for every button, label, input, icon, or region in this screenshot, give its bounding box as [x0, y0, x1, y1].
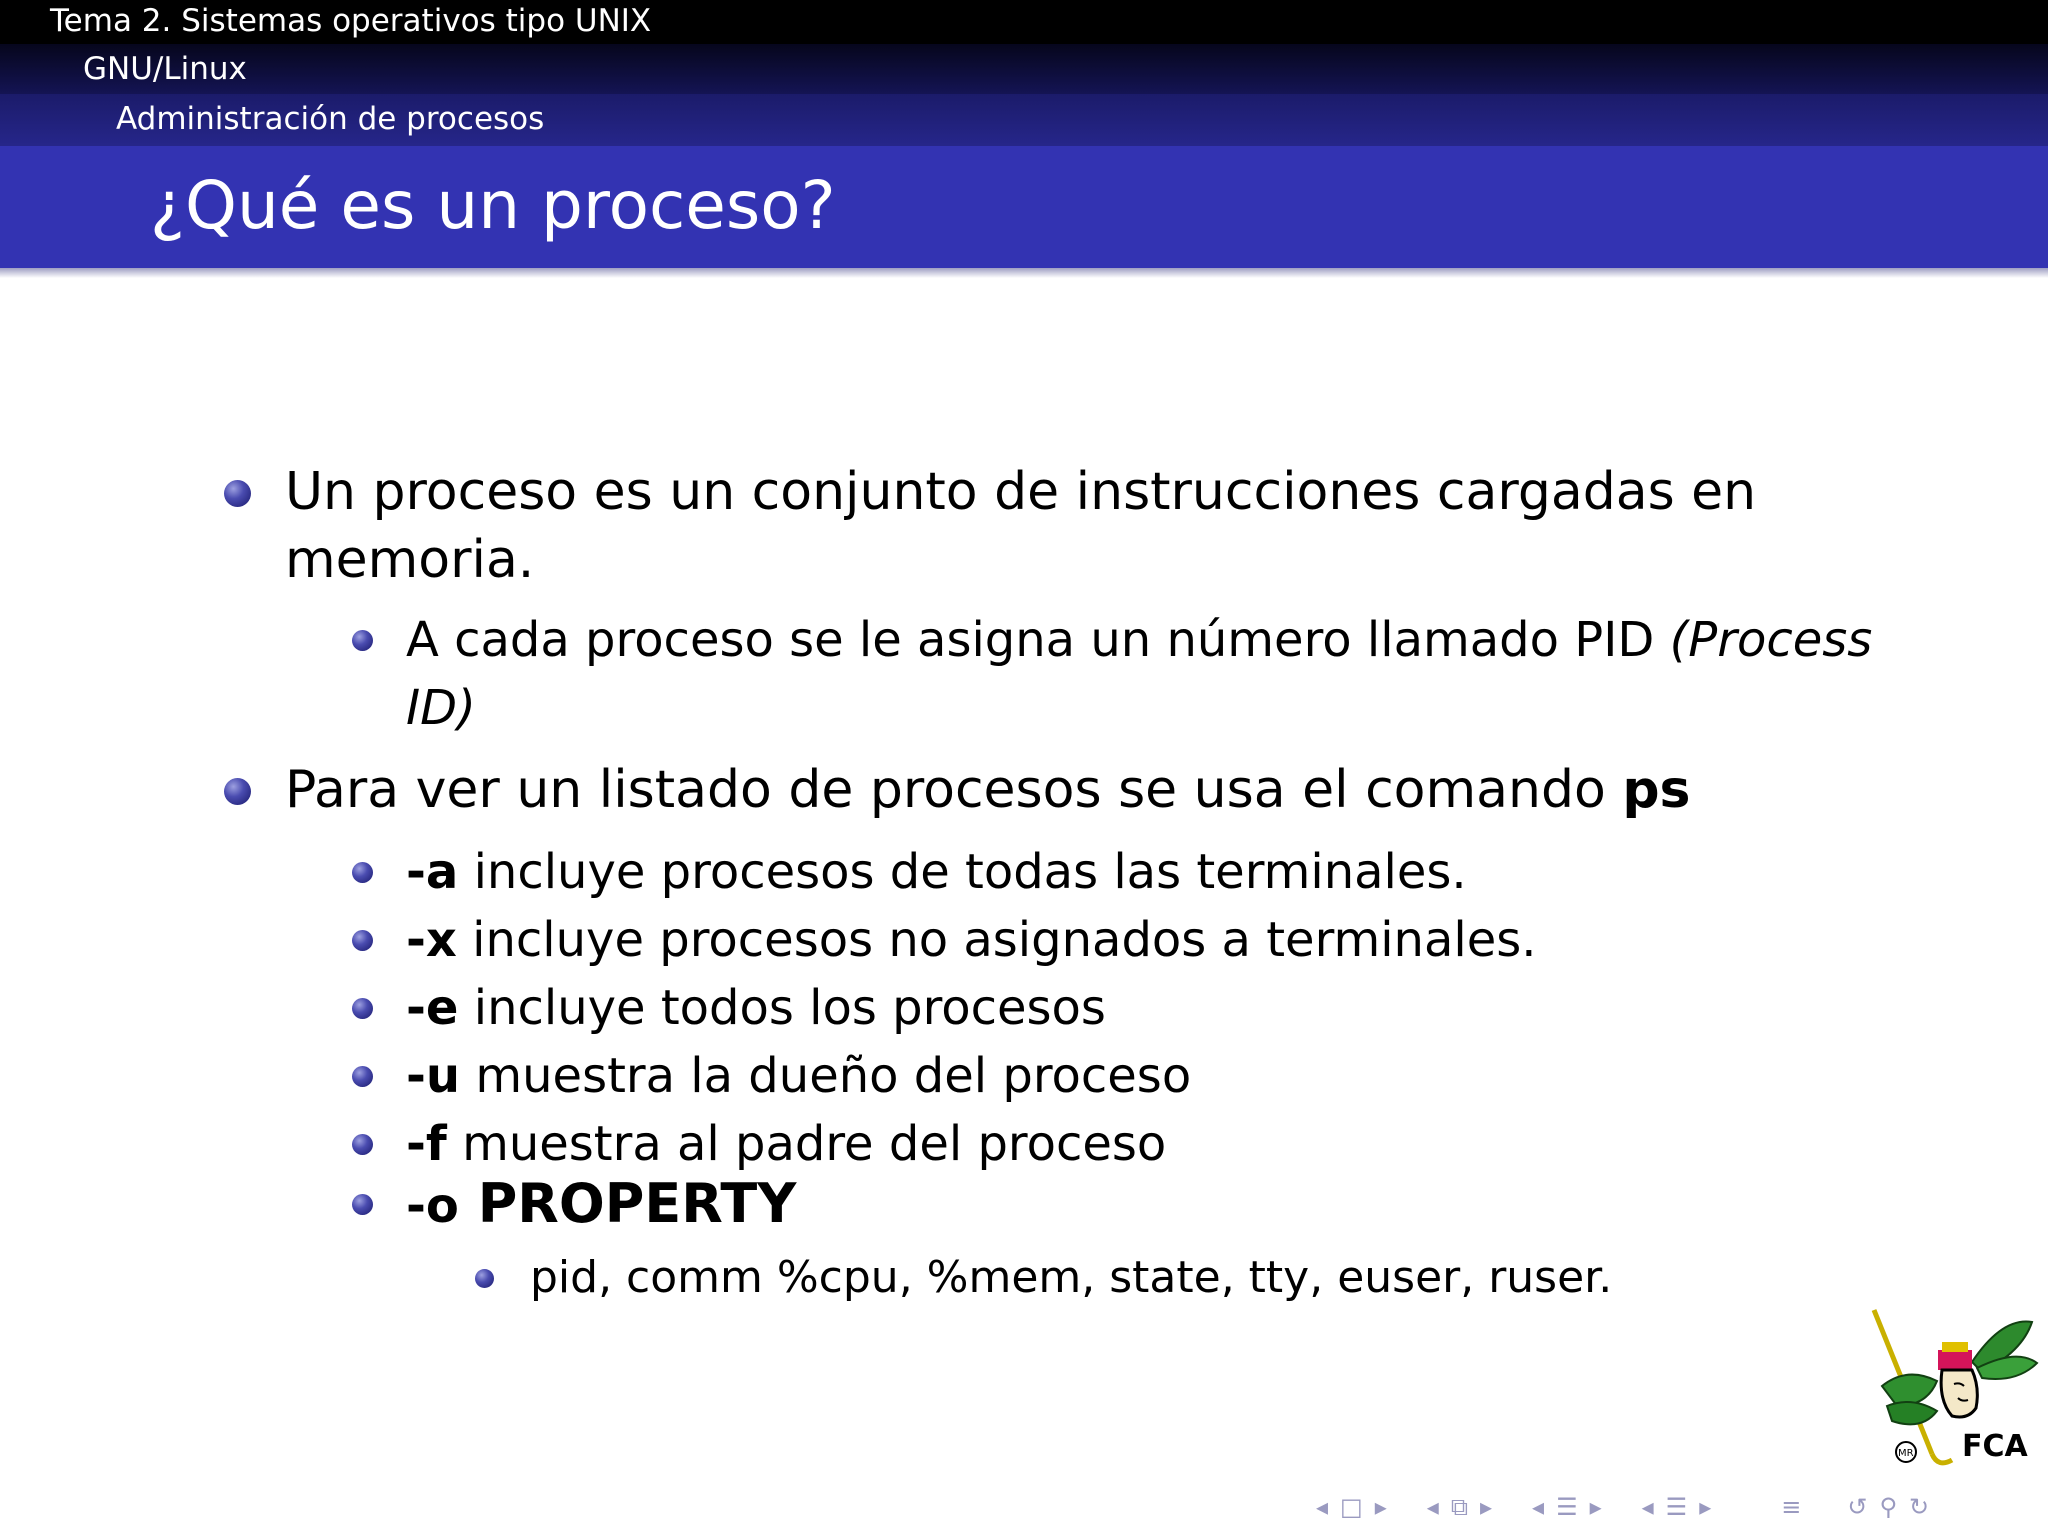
nav-section-group[interactable] — [1526, 1493, 1608, 1521]
bullet-italic-text: (Process ID) — [406, 612, 1873, 736]
bullet-icon — [352, 630, 373, 651]
nav-subsection-icon[interactable]: ⧉ — [1450, 1493, 1468, 1521]
arrow-left-icon[interactable]: ◂ — [1641, 1493, 1654, 1521]
bullet-text: Un proceso es un conjunto de instrucciones cargadas en memoria. — [285, 462, 1757, 590]
bullet-icon — [352, 1194, 373, 1215]
fca-logo-icon — [1862, 1306, 2042, 1476]
option-desc: incluye procesos no asignados a terminales. — [456, 912, 1537, 968]
nav-back-icon[interactable]: ↺ — [1847, 1493, 1868, 1521]
arrow-right-icon[interactable]: ▸ — [1589, 1493, 1602, 1521]
option-flag: -a — [406, 844, 459, 900]
option-flag: -x — [406, 912, 457, 968]
fca-logo — [1862, 1306, 2042, 1476]
bullet-icon — [352, 1066, 373, 1087]
bullet-text: A cada proceso se le asigna un número llamado PID — [406, 612, 1670, 668]
arrow-left-icon[interactable]: ◂ — [1426, 1493, 1439, 1521]
arrow-left-icon[interactable]: ◂ — [1316, 1493, 1329, 1521]
bullet-icon — [352, 862, 373, 883]
logo-mark-text: MR — [1898, 1448, 1914, 1459]
option-item — [406, 838, 1916, 906]
header-subsubsection[interactable]: Administración de procesos — [0, 94, 2048, 146]
navigation-bar — [1310, 1490, 1935, 1524]
option-flag: -u — [406, 1048, 461, 1104]
nav-forward-icon[interactable]: ↻ — [1909, 1493, 1930, 1521]
nav-frame-icon[interactable]: □ — [1340, 1493, 1363, 1521]
option-desc: incluye todos los procesos — [458, 980, 1106, 1036]
option-flag: -e — [406, 980, 459, 1036]
nav-align-icon[interactable]: ≡ — [1781, 1493, 1802, 1521]
arrow-right-icon[interactable]: ▸ — [1374, 1493, 1387, 1521]
option-flag: -f — [406, 1116, 447, 1172]
nav-doc-icon[interactable]: ☰ — [1665, 1493, 1688, 1521]
bullet-bold-command: ps — [1622, 760, 1691, 820]
property-list-text: pid, comm %cpu, %mem, state, tty, euser, ruser. — [530, 1252, 1613, 1303]
option-desc: incluye procesos de todas las terminales. — [458, 844, 1467, 900]
slide-title: ¿Qué es un proceso? — [150, 167, 836, 244]
option-item — [406, 974, 1916, 1042]
nav-doc-group[interactable] — [1636, 1493, 1718, 1521]
nav-frame-group[interactable] — [1310, 1493, 1393, 1521]
bullet-icon — [224, 480, 251, 507]
arrow-right-icon[interactable]: ▸ — [1699, 1493, 1712, 1521]
option-item — [406, 1042, 1916, 1110]
bullet-icon — [352, 1134, 373, 1155]
bullet-icon — [475, 1269, 494, 1288]
bullet-item-ps — [285, 756, 1925, 824]
option-item — [406, 1110, 1916, 1178]
arrow-left-icon[interactable]: ◂ — [1532, 1493, 1545, 1521]
nav-section-icon[interactable]: ☰ — [1556, 1493, 1578, 1521]
bullet-icon — [352, 998, 373, 1019]
title-bar — [0, 146, 2048, 268]
option-flag: -o — [406, 1178, 459, 1234]
bullet-item-pid — [406, 606, 1916, 742]
logo-text: FCA — [1962, 1429, 2028, 1464]
option-item — [406, 906, 1916, 974]
bullet-item-process — [285, 458, 1925, 594]
bullet-text: Para ver un listado de procesos se usa el comando — [285, 760, 1623, 820]
bullet-icon — [224, 778, 251, 805]
nav-search-icon[interactable]: ⚲ — [1879, 1493, 1898, 1521]
header-section[interactable]: Tema 2. Sistemas operativos tipo UNIX — [0, 0, 2048, 44]
option-desc: muestra la dueño del proceso — [460, 1048, 1192, 1104]
option-item — [406, 1170, 1916, 1240]
property-list-item — [530, 1248, 1830, 1308]
option-desc: PROPERTY — [458, 1172, 797, 1235]
arrow-right-icon[interactable]: ▸ — [1479, 1493, 1493, 1521]
header-subsection[interactable]: GNU/Linux — [0, 44, 2048, 94]
option-desc: muestra al padre del proceso — [446, 1116, 1167, 1172]
bullet-icon — [352, 930, 373, 951]
nav-subsection-group[interactable] — [1421, 1493, 1498, 1521]
